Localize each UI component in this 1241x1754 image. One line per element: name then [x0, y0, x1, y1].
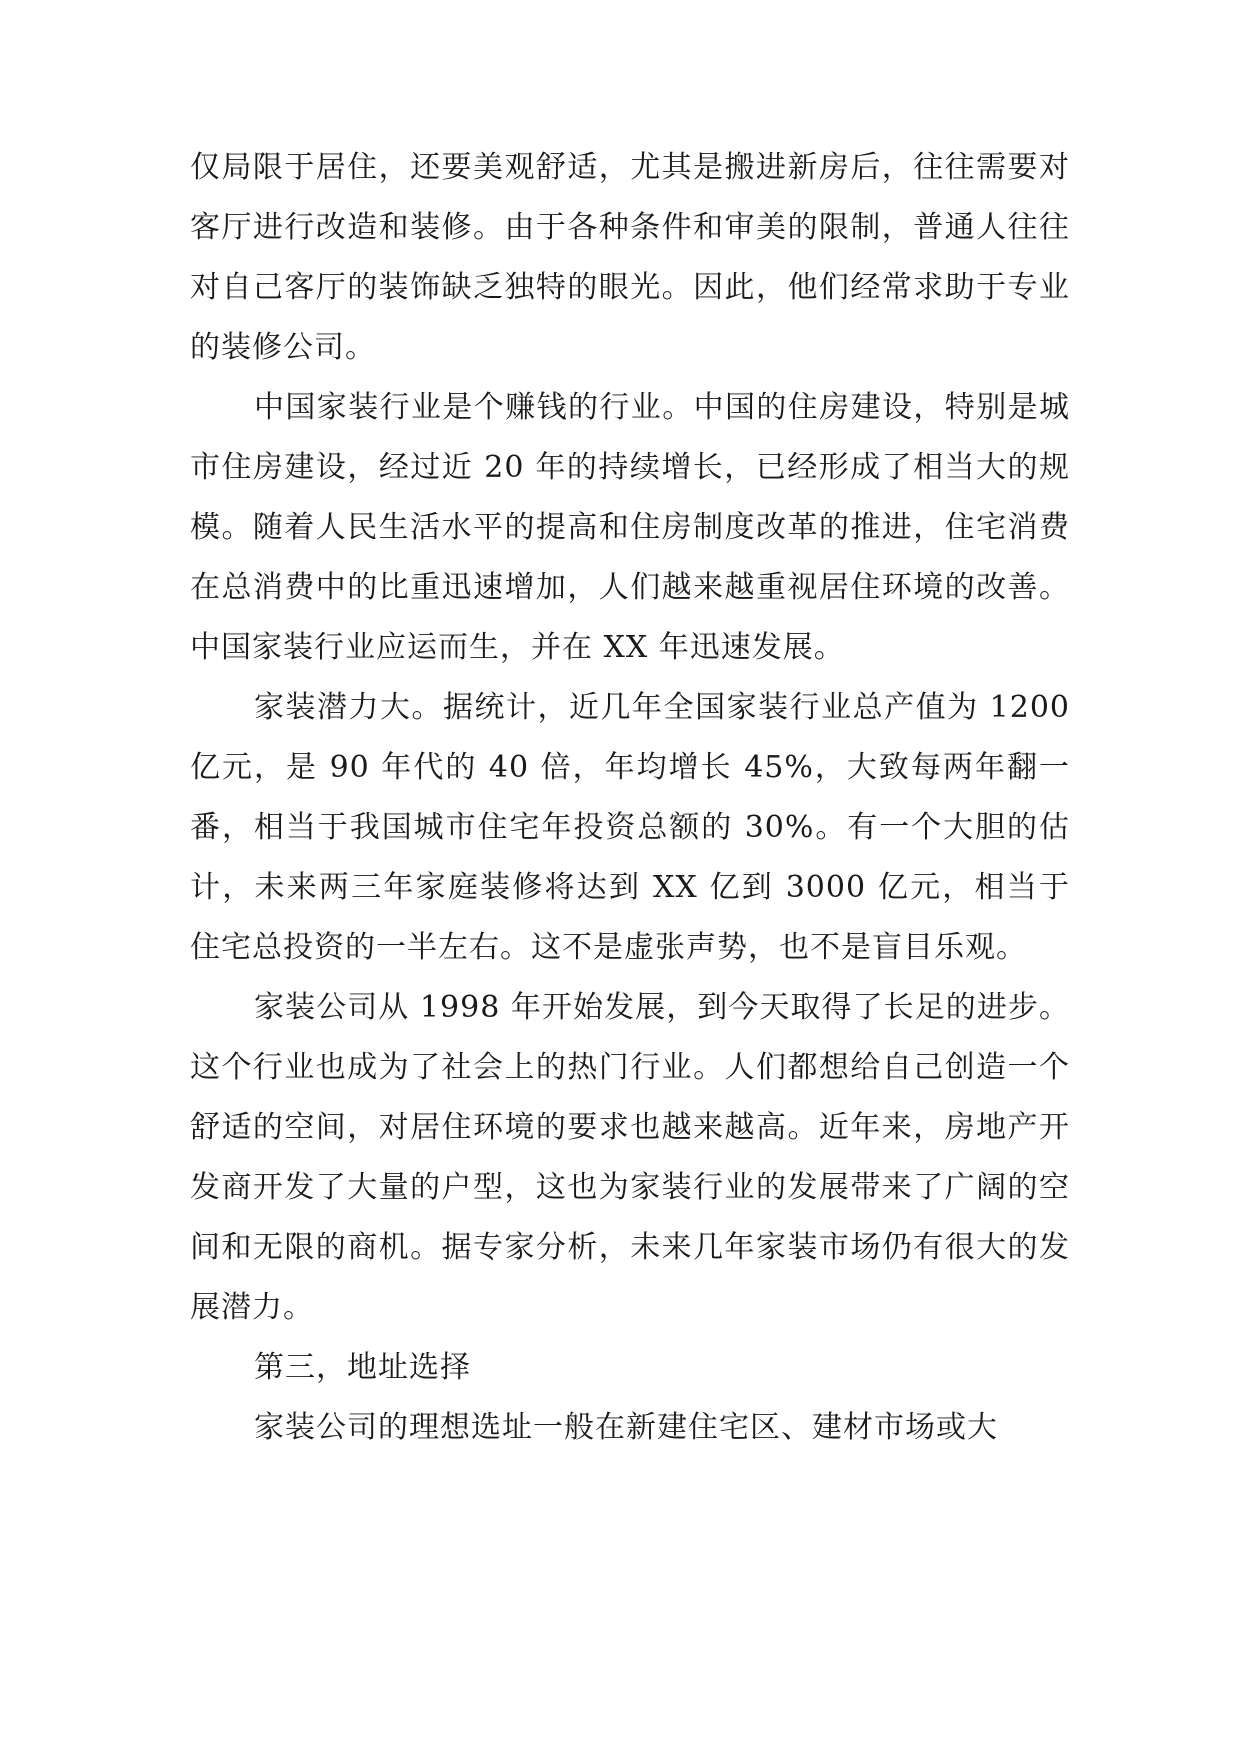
paragraph-potential: 家装潜力大。据统计，近几年全国家装行业总产值为 1200 亿元，是 90 年代的 40 倍，年均增长 45%，大致每两年翻一番，相当于我国城市住宅年投资总额的 30%。有一个大胆的估计，未来两三年家庭装修将达到 XX 亿到 3000 亿元，相当于住宅总投资的一半左右。这不是虚张声势，也不是盲目乐观。: [190, 690, 1070, 965]
paragraph-industry-profit: 中国家装行业是个赚钱的行业。中国的住房建设，特别是城市住房建设，经过近 20 年的持续增长，已经形成了相当大的规模。随着人民生活水平的提高和住房制度改革的推进，住宅消费在总消费中的比重迅速增加，人们越来越重视居住环境的改善。中国家装行业应运而生，并在 XX 年迅速发展。: [190, 390, 1070, 665]
document-page: [190, 138, 1070, 1458]
paragraph-continued: 仅局限于居住，还要美观舒适，尤其是搬进新房后，往往需要对客厅进行改造和装修。由于各种条件和审美的限制，普通人往往对自己客厅的装饰缺乏独特的眼光。因此，他们经常求助于专业的装修公司。: [190, 150, 1070, 365]
section-heading-location: 第三，地址选择: [254, 1350, 471, 1385]
paragraph-location: 家装公司的理想选址一般在新建住宅区、建材市场或大: [254, 1410, 998, 1445]
paragraph-development: 家装公司从 1998 年开始发展，到今天取得了长足的进步。这个行业也成为了社会上的热门行业。人们都想给自己创造一个舒适的空间，对居住环境的要求也越来越高。近年来，房地产开发商开发了大量的户型，这也为家装行业的发展带来了广阔的空间和无限的商机。据专家分析，未来几年家装市场仍有很大的发展潜力。: [190, 990, 1070, 1325]
